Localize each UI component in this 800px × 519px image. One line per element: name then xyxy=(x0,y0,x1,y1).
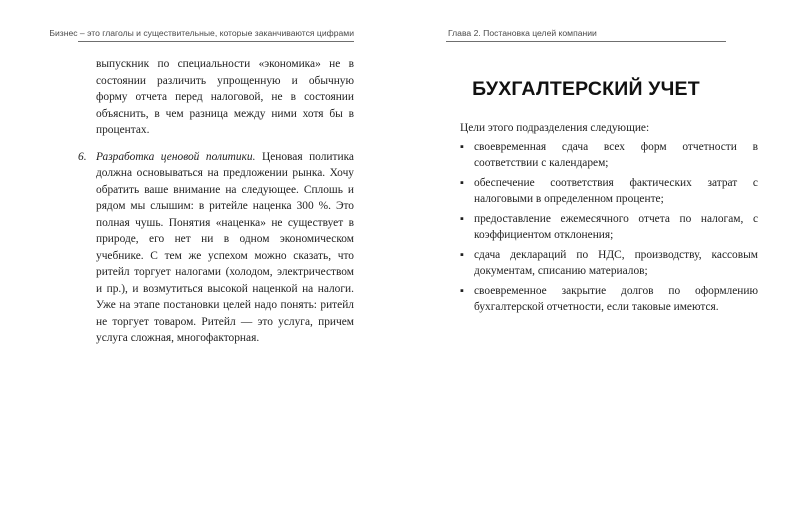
goals-list xyxy=(446,139,758,316)
paragraph-continuation: выпускник по специальности «экономика» не в состоянии различить упрощенную и обычную форму отчета перед налоговой, не в состоянии объяснить, в чем разница между ними хотя бы в процентах. xyxy=(96,58,354,136)
left-body xyxy=(78,56,354,347)
right-body xyxy=(446,120,758,319)
header-rule-right xyxy=(446,41,726,42)
list-item-text: сдача деклараций по НДС, производству, кассовым документам, списанию материалов; xyxy=(474,248,758,277)
intro-text: Цели этого подразделения следующие: xyxy=(460,122,650,134)
list-item-text: Ценовая политика должна основываться на предложении рынка. Хочу обратить ваше внимание на следующее. Сплошь и рядом мы слышим: в ритейле наценка 300 %. Это полная чушь. Понятия «наценка» не существует в природе, его нет ни в одном экономическом учебнике. С тем же успехом можно сказать, что ритейл торгует налогами (холодом, электричеством и пр.), и возмутиться высокой наценкой на налоги. Уже на этапе постановки целей надо понять: ритейл не торгует товаром. Ритейл — это услуга, причем услуга сложная, многофакторная. xyxy=(96,150,354,344)
list-item xyxy=(446,247,758,280)
list-item xyxy=(446,139,758,172)
bullet-icon: ▪ xyxy=(460,248,464,261)
list-item-text: предоставление ежемесячного отчета по налогам, с коэффициентом отклонения; xyxy=(474,212,758,241)
list-item-text: своевременная сдача всех форм отчетности в соответствии с календарем; xyxy=(474,140,758,169)
list-item-6 xyxy=(78,149,354,347)
list-item-heading: Разработка ценовой политики. xyxy=(96,150,256,163)
bullet-icon: ▪ xyxy=(460,176,464,189)
list-item xyxy=(446,175,758,208)
list-item xyxy=(446,211,758,244)
section-title: БУХГАЛТЕРСКИЙ УЧЕТ xyxy=(472,78,700,100)
bullet-icon: ▪ xyxy=(460,140,464,153)
header-rule-left xyxy=(78,41,354,42)
list-item xyxy=(446,283,758,316)
list-item-text: обеспечение соответствия фактических затрат с налоговыми в определенном проценте; xyxy=(474,176,758,205)
bullet-icon: ▪ xyxy=(460,284,464,297)
list-number: 6. xyxy=(78,150,87,163)
running-head-right: Глава 2. Постановка целей компании xyxy=(448,28,597,38)
list-item-text: своевременное закрытие долгов по оформлению бухгалтерской отчетности, если таковые имеются. xyxy=(474,284,758,313)
bullet-icon: ▪ xyxy=(460,212,464,225)
running-head-left: Бизнес – это глаголы и существительные, которые заканчиваются цифрами xyxy=(49,28,354,38)
right-page xyxy=(400,0,800,519)
